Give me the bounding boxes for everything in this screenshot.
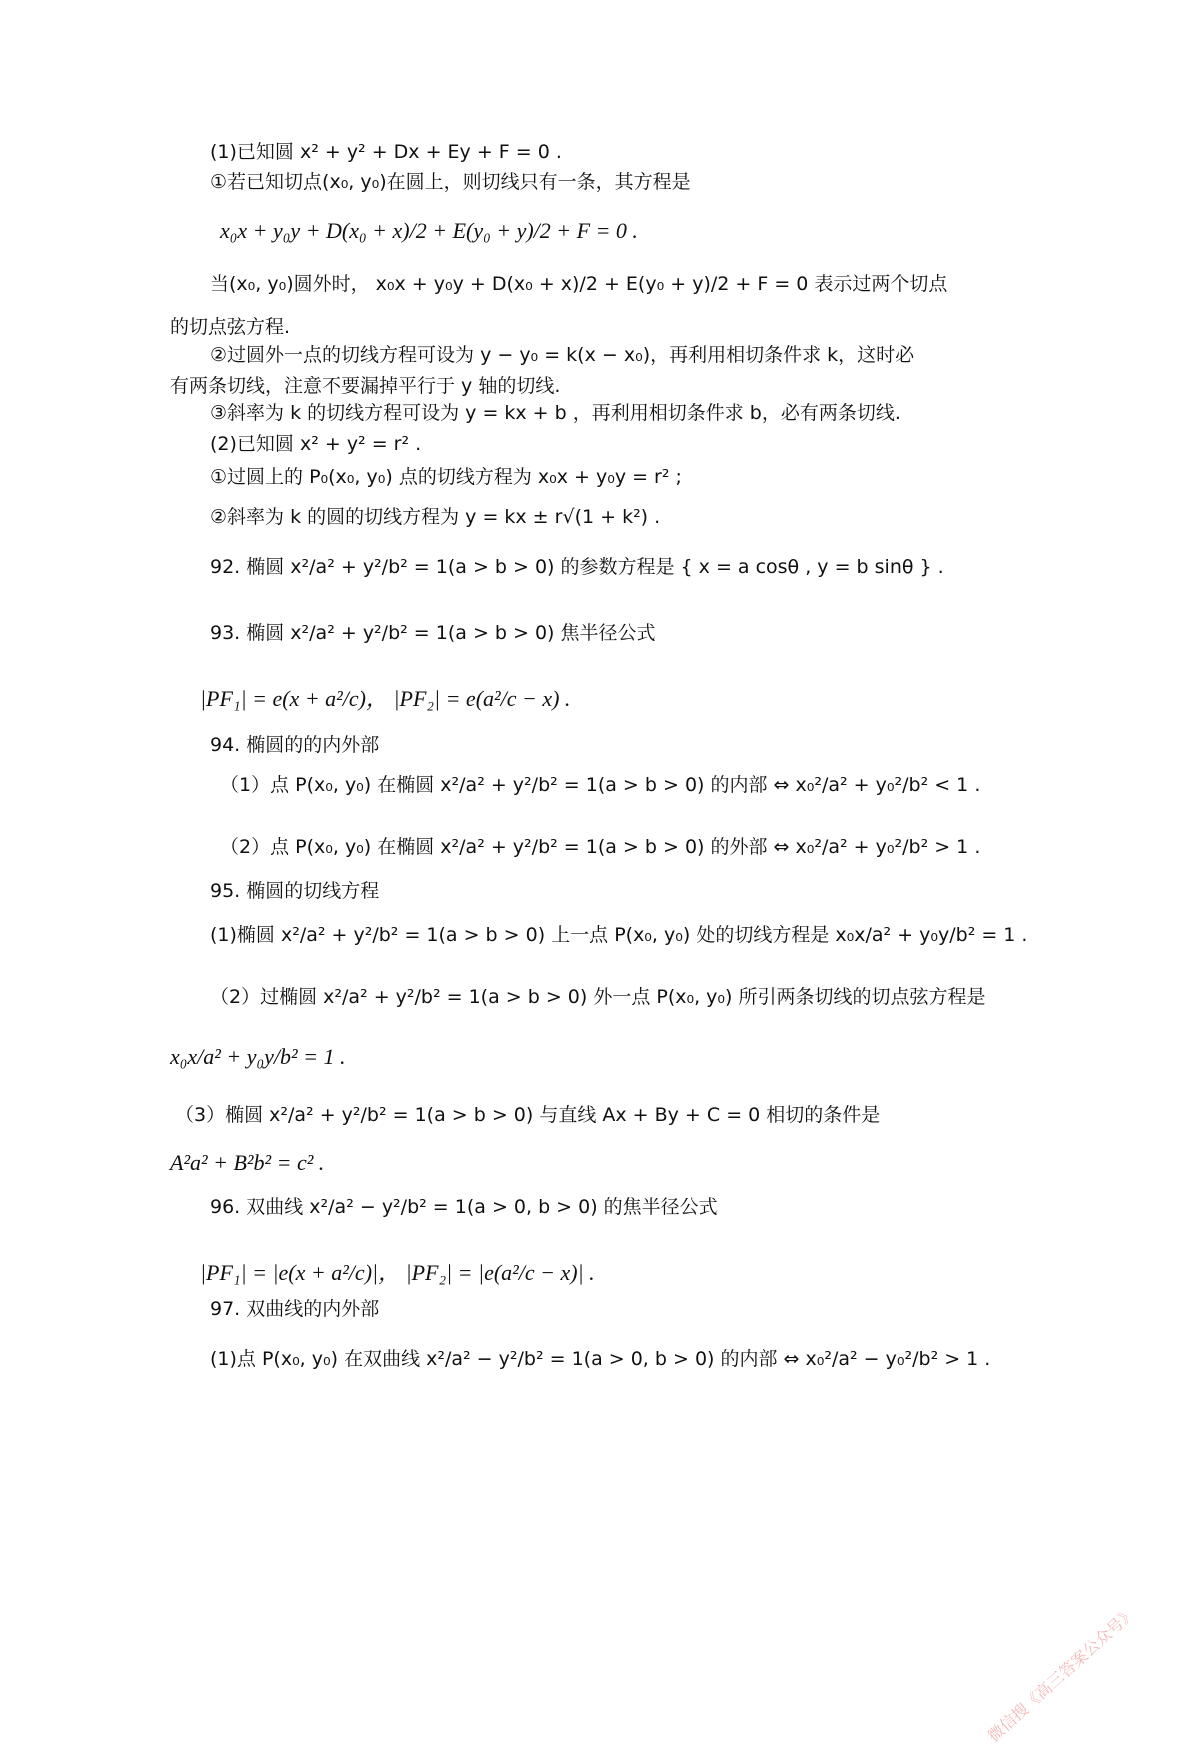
line-17: （2）点 P(x₀, y₀) 在椭圆 x²/a² + y²/b² = 1(a > b > 0) 的外部 ⇔ x₀²/a² + y₀²/b² > 1 . bbox=[220, 836, 981, 858]
line-8: ③斜率为 k 的切线方程可设为 y = kx + b ，再利用相切条件求 b，必有两条切线. bbox=[210, 402, 901, 424]
line-2: ①若已知切点(x₀, y₀)在圆上，则切线只有一条，其方程是 bbox=[210, 171, 691, 193]
watermark: 微信搜《高三答案公众号》 bbox=[983, 1603, 1140, 1746]
line-26: 97. 双曲线的内外部 bbox=[210, 1298, 380, 1320]
line-19: (1)椭圆 x²/a² + y²/b² = 1(a > b > 0) 上一点 P(x₀, y₀) 处的切线方程是 x₀x/a² + y₀y/b² = 1 . bbox=[210, 924, 1028, 946]
line-11: ②斜率为 k 的圆的切线方程为 y = kx ± r√(1 + k²) . bbox=[210, 506, 661, 528]
line-12: 92. 椭圆 x²/a² + y²/b² = 1(a > b > 0) 的参数方程是 { x = a cosθ , y = b sinθ } . bbox=[210, 556, 944, 578]
line-1: (1)已知圆 x² + y² + Dx + Ey + F = 0 . bbox=[210, 141, 562, 163]
line-25: |PF₁| = |e(x + a²/c)|， |PF₂| = |e(a²/c − x)| . bbox=[200, 1260, 595, 1285]
line-13: 93. 椭圆 x²/a² + y²/b² = 1(a > b > 0) 焦半径公式 bbox=[210, 622, 656, 644]
line-9: (2)已知圆 x² + y² = r² . bbox=[210, 433, 422, 455]
line-4: 当(x₀, y₀)圆外时， x₀x + y₀y + D(x₀ + x)/2 + E(y₀ + y)/2 + F = 0 表示过两个切点 bbox=[210, 273, 948, 295]
line-10: ①过圆上的 P₀(x₀, y₀) 点的切线方程为 x₀x + y₀y = r² ; bbox=[210, 466, 682, 488]
line-16: （1）点 P(x₀, y₀) 在椭圆 x²/a² + y²/b² = 1(a > b > 0) 的内部 ⇔ x₀²/a² + y₀²/b² < 1 . bbox=[220, 774, 981, 796]
line-7: 有两条切线，注意不要漏掉平行于 y 轴的切线. bbox=[170, 375, 561, 397]
line-15: 94. 椭圆的的内外部 bbox=[210, 734, 380, 756]
line-22: （3）椭圆 x²/a² + y²/b² = 1(a > b > 0) 与直线 Ax + By + C = 0 相切的条件是 bbox=[175, 1104, 881, 1126]
line-6: ②过圆外一点的切线方程可设为 y − y₀ = k(x − x₀)，再利用相切条件求 k，这时必 bbox=[210, 344, 915, 366]
line-3: x₀x + y₀y + D(x₀ + x)/2 + E(y₀ + y)/2 + F = 0 . bbox=[220, 218, 638, 243]
line-21: x₀x/a² + y₀y/b² = 1 . bbox=[170, 1044, 346, 1069]
line-5: 的切点弦方程. bbox=[170, 316, 291, 338]
line-27: (1)点 P(x₀, y₀) 在双曲线 x²/a² − y²/b² = 1(a > 0, b > 0) 的内部 ⇔ x₀²/a² − y₀²/b² > 1 . bbox=[210, 1348, 991, 1370]
line-14: |PF₁| = e(x + a²/c)， |PF₂| = e(a²/c − x) . bbox=[200, 686, 571, 711]
line-20: （2）过椭圆 x²/a² + y²/b² = 1(a > b > 0) 外一点 P(x₀, y₀) 所引两条切线的切点弦方程是 bbox=[210, 986, 986, 1008]
line-23: A²a² + B²b² = c² . bbox=[170, 1150, 325, 1175]
line-24: 96. 双曲线 x²/a² − y²/b² = 1(a > 0, b > 0) 的焦半径公式 bbox=[210, 1196, 718, 1218]
line-18: 95. 椭圆的切线方程 bbox=[210, 880, 380, 902]
